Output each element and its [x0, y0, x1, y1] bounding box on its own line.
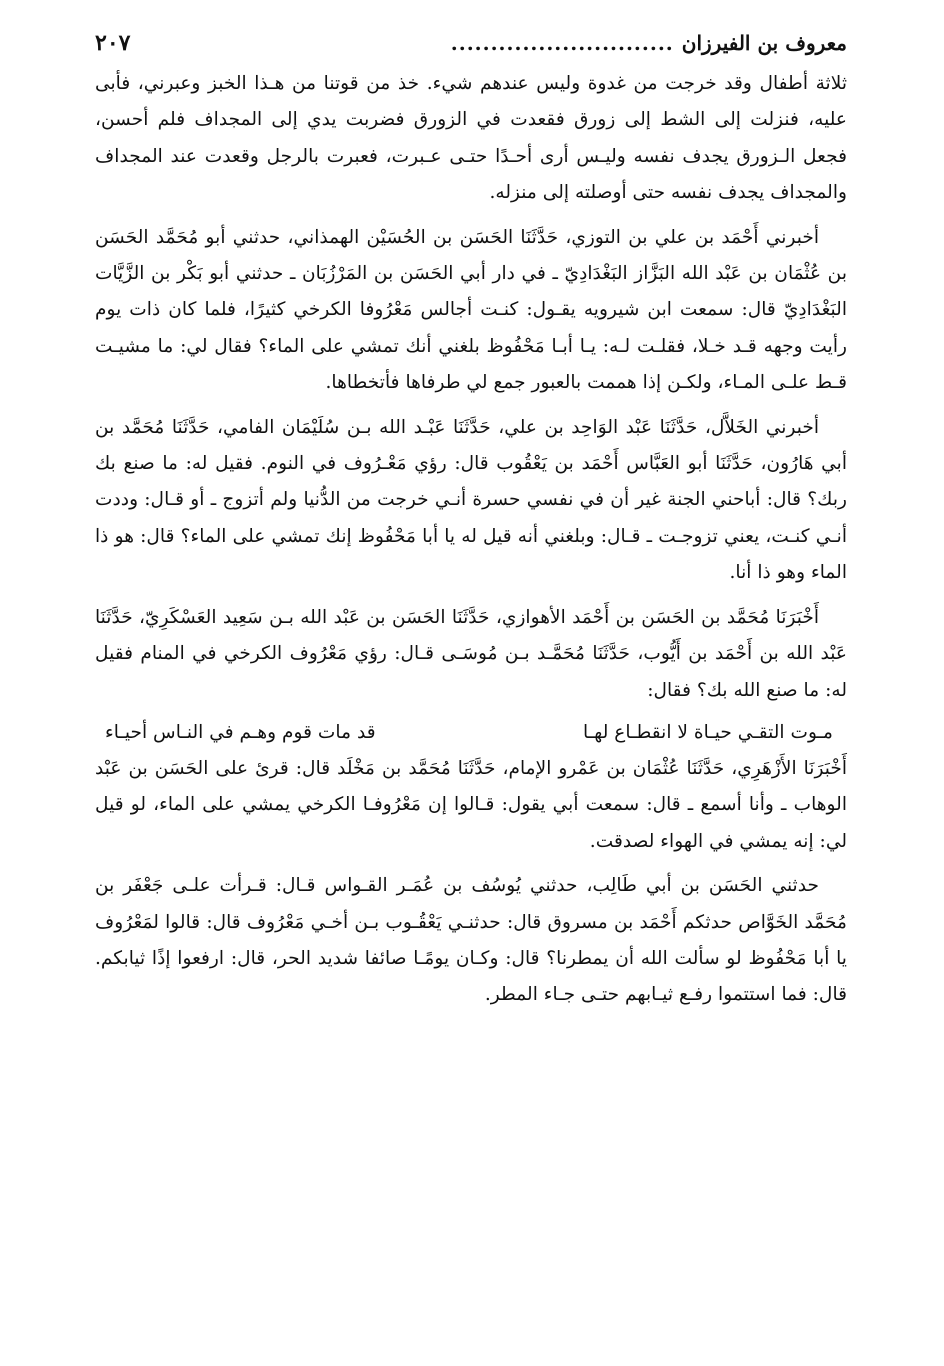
header-title-group — [451, 26, 847, 60]
page-body — [95, 66, 847, 1014]
book-page — [95, 26, 847, 1014]
leader-dots: ............................ — [450, 31, 674, 55]
paragraph: أَخْبَرَنَا مُحَمَّد بن الحَسَن بن أَحْمَد الأهوازي، حَدَّثَنَا الحَسَن بن عَبْد الله بـن سَعِيد العَسْكَرِيّ، حَدَّثَنَا عَبْد الله بن أَحْمَد بن أَيُّوب، حَدَّثَنَا مُحَمَّـد بـن مُوسَـى قـال: رؤي مَعْرُوف الكرخي في المنام فقيل له: ما صنع الله بك؟ فقال: — [95, 606, 847, 701]
running-header — [95, 26, 847, 66]
poetry-verse — [95, 715, 847, 751]
verse-hemistich-second: قد مات قوم وهـم في النـاس أحيـاء — [105, 721, 376, 743]
paragraph: أخبرني أَحْمَد بن علي بن التوزي، حَدَّثَنَا الحَسَن بن الحُسَيْن الهمذاني، حدثني أبو مُحَمَّد الحَسَن بن عُثْمَان بن عَبْد الله البَزَّاز البَغْدَادِيّ ـ في دار أبي الحَسَن بن المَرْزُبَان ـ حدثني أبو بَكْر بن الزَّيَّات البَغْدَادِيّ قال: سمعت ابن شيرويه يقـول: كنـت أجالس مَعْرُوفا الكرخي كثيرًا، فلما كان ذات يوم رأيت وجهه قـد خـلا، فقلـت لـه: يـا أبـا مَحْفُوظ بلغني أنك تمشي على الماء؟ فقال لي: ما مشيـت قـط علـى المـاء، ولكـن إذا هممت بالعبور جمع لي طرفاها فأتخطاها. — [95, 226, 847, 394]
page-number: ٢٠٧ — [95, 30, 131, 56]
paragraph: أخبرني الخَلاَّل، حَدَّثَنَا عَبْد الوَاحِد بن علي، حَدَّثَنَا عَبْـد الله بـن سُلَيْمَان الفامي، حَدَّثَنَا مُحَمَّد بن أبي هَارُون، حَدَّثَنَا أبو العَبَّاس أَحْمَد بن يَعْقُوب قال: رؤي مَعْـرُوف في النوم. فقيل له: ما صنع بك ربك؟ قال: أباحني الجنة غير أن في نفسي حسرة أنـي خرجت من الدُّنيا ولم أتزوج ـ أو قـال: وددت أنـي كنـت، يعني تزوجـت ـ قـال: وبلغني أنه قيل له يا أبا مَحْفُوظ إنك تمشي على الماء؟ قال: هو ذا الماء وهو ذا أنا. — [95, 416, 847, 584]
paragraph: حدثني الحَسَن بن أبي طَالِب، حدثني يُوسُف بن عُمَـر القـواس قـال: قـرأت علـى جَعْفَر بن مُحَمَّد الخَوَّاص حدثكم أَحْمَد بن مسروق قال: حدثنـي يَعْقُـوب بـن أخـي مَعْرُوف قال: قالوا لمَعْرُوف يا أبا مَحْفُوظ لو سألت الله أن يمطرنا؟ قال: وكـان يومًـا صائفا شديد الحر، قال: ارفعوا إذًا ثيابكم. قال: فما استتموا رفـع ثيـابهم حتـى جـاء المطر. — [95, 875, 847, 1006]
verse-hemistich-first: مـوت التقـي حيـاة لا انقطـاع لهـا — [583, 721, 833, 743]
paragraph: أَخْبَرَنَا الأَزْهَرِي، حَدَّثَنَا عُثْمَان بن عَمْرو الإمام، حَدَّثَنَا مُحَمَّد بن مَخْلَد قال: قرئ على الحَسَن بن عَبْد الوهاب ـ وأنا أسمع ـ قال: سمعت أبي يقول: قـالوا إن مَعْرُوفـا الكرخي يمشي على الماء، لو قيل لي: إنه يمشي في الهواء لصدقت. — [95, 757, 847, 852]
chapter-title: معروف بن الفيرزان — [681, 31, 847, 55]
paragraph: ثلاثة أطفال وقد خرجت من غدوة وليس عندهم شيء. خذ من قوتنا من هـذا الخبز وعبرني، فأبى عليه، فنزلت إلى الشط إلى زورق فقعدت في الزورق فضربت يدي إلى المجداف فلم أحسن، فجعل الـزورق يجدف نفسه وليـس أرى أحـدًا حتـى عـبرت، فعبرت بالرجل وقعدت عند المجداف والمجداف يجدف نفسه حتى أوصلته إلى منزله. — [95, 73, 847, 204]
